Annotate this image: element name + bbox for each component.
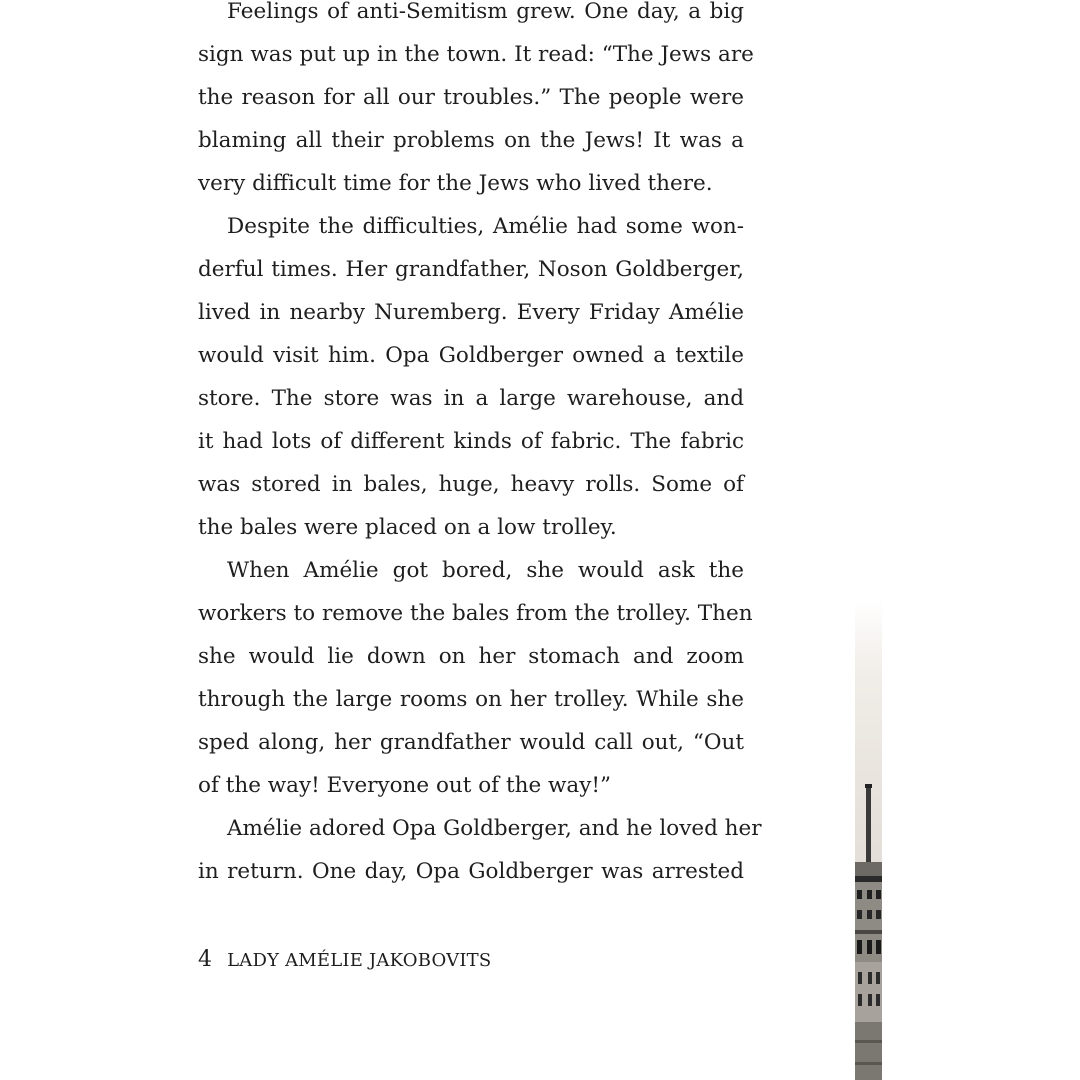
- text-line: workers to remove the bales from the trolley. Then: [198, 601, 753, 626]
- text-line: the reason for all our troubles.” The people were: [198, 85, 744, 110]
- text-line: Feelings of anti-Semitism grew. One day, a big: [227, 0, 744, 24]
- text-line: she would lie down on her stomach and zoom: [198, 644, 744, 669]
- photo-edge-image: [855, 600, 882, 1080]
- text-line: would visit him. Opa Goldberger owned a textile: [198, 343, 744, 368]
- text-line: When Amélie got bored, she would ask the: [227, 558, 744, 583]
- text-line: blaming all their problems on the Jews! It was a: [198, 128, 744, 153]
- text-line: the bales were placed on a low trolley.: [198, 515, 617, 540]
- text-line: of the way! Everyone out of the way!”: [198, 773, 612, 798]
- running-head: LADY AMÉLIE JAKOBOVITS: [227, 950, 492, 971]
- text-line: lived in nearby Nuremberg. Every Friday Amélie: [198, 300, 744, 325]
- text-line: derful times. Her grandfather, Noson Goldberger,: [198, 257, 744, 282]
- text-line: sped along, her grandfather would call out, “Out: [198, 730, 744, 755]
- text-line: Amélie adored Opa Goldberger, and he loved her: [227, 816, 762, 841]
- text-line: Despite the difficulties, Amélie had some won-: [227, 214, 744, 239]
- text-line: through the large rooms on her trolley. While she: [198, 687, 744, 712]
- text-line: sign was put up in the town. It read: “The Jews are: [198, 42, 754, 67]
- page-number: 4: [198, 947, 212, 972]
- text-line: store. The store was in a large warehouse, and: [198, 386, 744, 411]
- text-line: in return. One day, Opa Goldberger was arrested: [198, 859, 744, 884]
- text-line: very difficult time for the Jews who lived there.: [198, 171, 713, 196]
- text-line: it had lots of different kinds of fabric. The fabric: [198, 429, 744, 454]
- text-line: was stored in bales, huge, heavy rolls. Some of: [198, 472, 744, 497]
- page-footer: [198, 944, 491, 976]
